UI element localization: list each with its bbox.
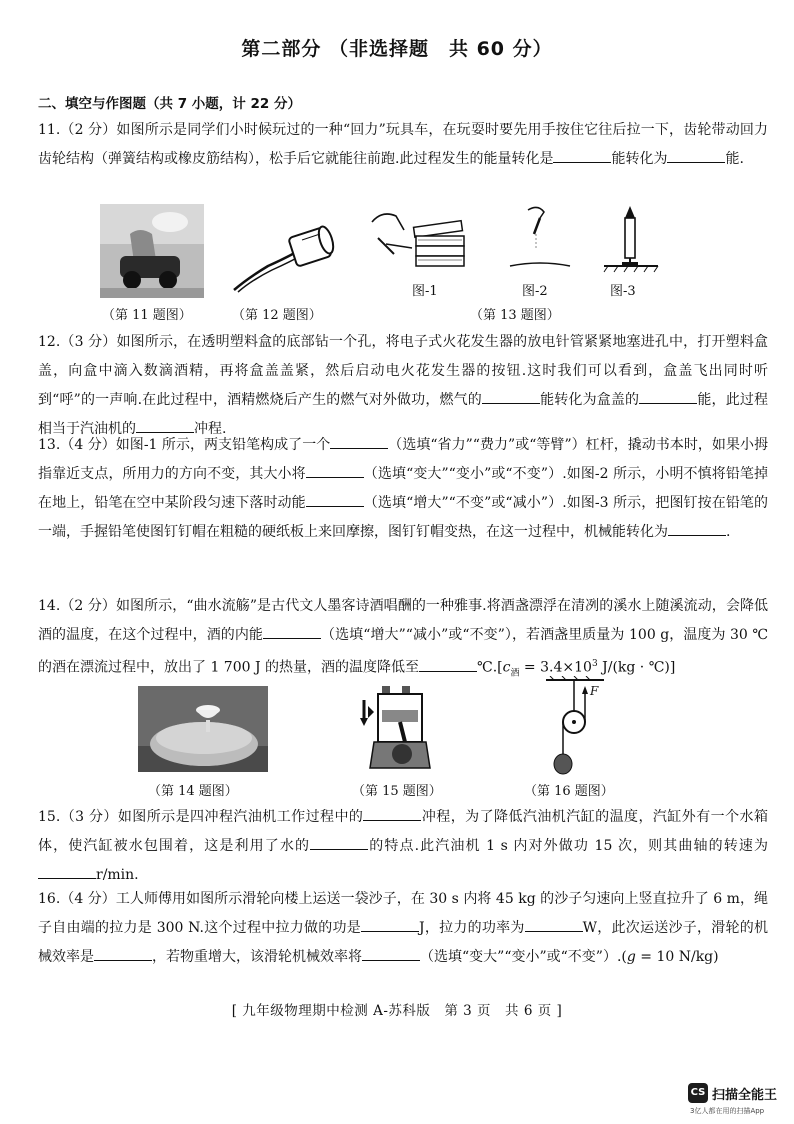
answer-blank[interactable]	[362, 946, 420, 961]
pencil-pushpin-illustration	[600, 204, 660, 274]
question-score: （4 分）	[60, 891, 116, 907]
spark-box-illustration	[228, 218, 340, 298]
question-text: （选填“变大”“变小”或“不变”）.如图-2 所示，小明不慎将铅笔掉在地上，铅笔在空中某阶段匀速下落时动能	[38, 466, 768, 511]
question-text: （选填“变大”“变小”或“不变”）.(	[420, 949, 627, 965]
question-text: 如图所示是同学们小时候玩过的一种“回力”玩具车，在玩耍时要先用手按住它往后拉一下，齿轮带动回力齿轮结构（弹簧结构或橡皮筋结构），松手后它就能往前跑.此过程发生的能量转化是	[38, 122, 769, 167]
question-score: （4 分）	[60, 437, 116, 453]
question-12	[38, 328, 768, 444]
question-text: 的特点.此汽油机 1 s 内对外做功 15 次，则其曲轴的转速为	[368, 838, 768, 854]
specific-heat-value: = 3.4×10	[519, 659, 592, 676]
watermark-name: 扫描全能王	[712, 1088, 778, 1103]
question-score: （2 分）	[60, 122, 117, 138]
question-text: 如图所示，在透明塑料盒的底部钻一个孔，将电子式火花发生器的放电针管紧紧地塞进孔中，打开塑料盒盖，向盒中滴入数滴酒精，再将盒盖盖紧，然后启动电火花发生器的按钮.这时我们可以看到，盒盖飞出同时听到“呼”的一声响.在此过程中，酒精燃烧后产生的燃气对外做功，燃气的	[38, 334, 769, 408]
falling-pencil-illustration	[508, 204, 572, 274]
question-number: 11.	[38, 122, 61, 138]
camscanner-logo-icon: CS	[688, 1083, 708, 1103]
question-score: （3 分）	[60, 334, 117, 350]
question-text: （选填“增大”“不变”或“减小”）.如图-3 所示，把图钉按在铅笔的一端，手握铅笔使图钉钉帽在粗糙的硬纸板上来回摩擦，图钉钉帽变热，在这一过程中，机械能转化为	[38, 495, 768, 540]
figure-caption-16: （第 16 题图）	[524, 784, 614, 799]
pencil-lever-books-illustration	[368, 208, 468, 280]
answer-blank[interactable]	[306, 492, 364, 507]
question-text: 能转化为	[611, 151, 668, 167]
pulley-sandbag-illustration	[540, 676, 610, 776]
answer-blank[interactable]	[310, 835, 368, 850]
answer-blank[interactable]	[419, 657, 477, 672]
answer-blank[interactable]	[667, 148, 725, 163]
gravity-symbol: g	[626, 949, 636, 965]
specific-heat-subscript: 酒	[510, 668, 520, 679]
section-heading: 二、填空与作图题（共 7 小题，计 22 分）	[38, 96, 301, 112]
question-text: 如图所示，“曲水流觞”是古代文人墨客诗酒唱酬的一种雅事.将酒盏漂浮在清冽的溪水上随溪流动，会降低酒的温度，在这个过程中，酒的内能	[38, 598, 769, 643]
part-title: 第二部分 （非选择题 共 60 分）	[241, 38, 553, 60]
question-text: （选填“增大”“减小”或“不变”），若酒盏里质量为 100 g，温度为 30 ℃的酒在漂流过程中，放出了 1 700 J 的热量，酒的温度降低至	[38, 627, 769, 676]
answer-blank[interactable]	[38, 864, 96, 879]
question-score: （2 分）	[60, 598, 116, 614]
question-text: 能转化为盒盖的	[539, 392, 640, 408]
question-text: J，拉力的功率为	[418, 920, 525, 936]
force-label: F	[590, 684, 599, 698]
question-score: （3 分）	[60, 809, 118, 825]
answer-blank[interactable]	[668, 521, 726, 536]
figure-caption-13: （第 13 题图）	[470, 308, 560, 323]
figure-caption-12: （第 12 题图）	[232, 308, 322, 323]
scanner-watermark	[688, 1083, 788, 1117]
answer-blank[interactable]	[525, 917, 583, 932]
toy-car-photo	[100, 204, 204, 298]
specific-heat-exponent: 3	[591, 659, 598, 669]
answer-blank[interactable]	[330, 434, 388, 449]
question-text: .	[726, 524, 731, 540]
engine-cylinder-illustration	[360, 680, 444, 772]
question-13	[38, 431, 768, 547]
question-text: ℃.[	[477, 659, 503, 676]
question-text: 工人师傅用如图所示滑轮向楼上运送一袋沙子，在 30 s 内将 45 kg 的沙子匀速向上竖直拉升了 6 m，绳子自由端的拉力是 300 N.这个过程中拉力做的功是	[38, 891, 768, 936]
figure-caption-15: （第 15 题图）	[352, 784, 442, 799]
answer-blank[interactable]	[553, 148, 611, 163]
figure-caption-14: （第 14 题图）	[148, 784, 238, 799]
answer-blank[interactable]	[306, 463, 364, 478]
question-text: 如图所示是四冲程汽油机工作过程中的	[117, 809, 364, 825]
question-text: W，此次运送沙子，滑轮的机械效率是	[38, 920, 768, 965]
answer-blank[interactable]	[639, 389, 697, 404]
answer-blank[interactable]	[363, 806, 421, 821]
question-number: 15.	[38, 809, 61, 825]
question-number: 16.	[38, 891, 61, 907]
question-text: 冲程，为了降低汽油机汽缸的温度，汽缸外有一个水箱体，使汽缸被水包围着，这是利用了水的	[38, 809, 769, 854]
figure-caption-13-1: 图-1	[412, 284, 438, 299]
answer-blank[interactable]	[361, 917, 419, 932]
question-15	[38, 803, 768, 890]
gravity-value: = 10 N/kg)	[635, 949, 719, 965]
figure-caption-11: （第 11 题图）	[102, 308, 192, 323]
question-text: （选填“省力”“费力”或“等臂”）杠杆，撬动书本时，如果小拇指靠近支点，所用力的方向不变，其大小将	[38, 437, 768, 482]
specific-heat-symbol: c	[502, 659, 511, 676]
answer-blank[interactable]	[94, 946, 152, 961]
question-text: r/min.	[96, 867, 139, 883]
specific-heat-unit: J/(kg · ℃)]	[597, 659, 676, 676]
question-text: 能.	[725, 151, 744, 167]
question-text: 冲程.	[194, 421, 227, 437]
question-11	[38, 116, 768, 174]
question-text: 如图-1 所示，两支铅笔构成了一个	[115, 437, 331, 453]
question-text: ，若物重增大，该滑轮机械效率将	[152, 949, 362, 965]
wine-cup-stream-photo	[138, 686, 268, 772]
question-number: 13.	[38, 437, 61, 453]
question-number: 12.	[38, 334, 61, 350]
figure-caption-13-3: 图-3	[610, 284, 636, 299]
question-14	[38, 592, 768, 688]
watermark-tagline: 3亿人都在用的扫描App	[690, 1107, 765, 1115]
figure-caption-13-2: 图-2	[522, 284, 548, 299]
question-16	[38, 885, 768, 972]
answer-blank[interactable]	[263, 624, 321, 639]
page-footer: [ 九年级物理期中检测 A-苏科版 第 3 页 共 6 页 ]	[231, 1003, 563, 1019]
answer-blank[interactable]	[482, 389, 540, 404]
question-number: 14.	[38, 598, 61, 614]
question-text: 能，此过程相当于汽油机的	[38, 392, 769, 437]
